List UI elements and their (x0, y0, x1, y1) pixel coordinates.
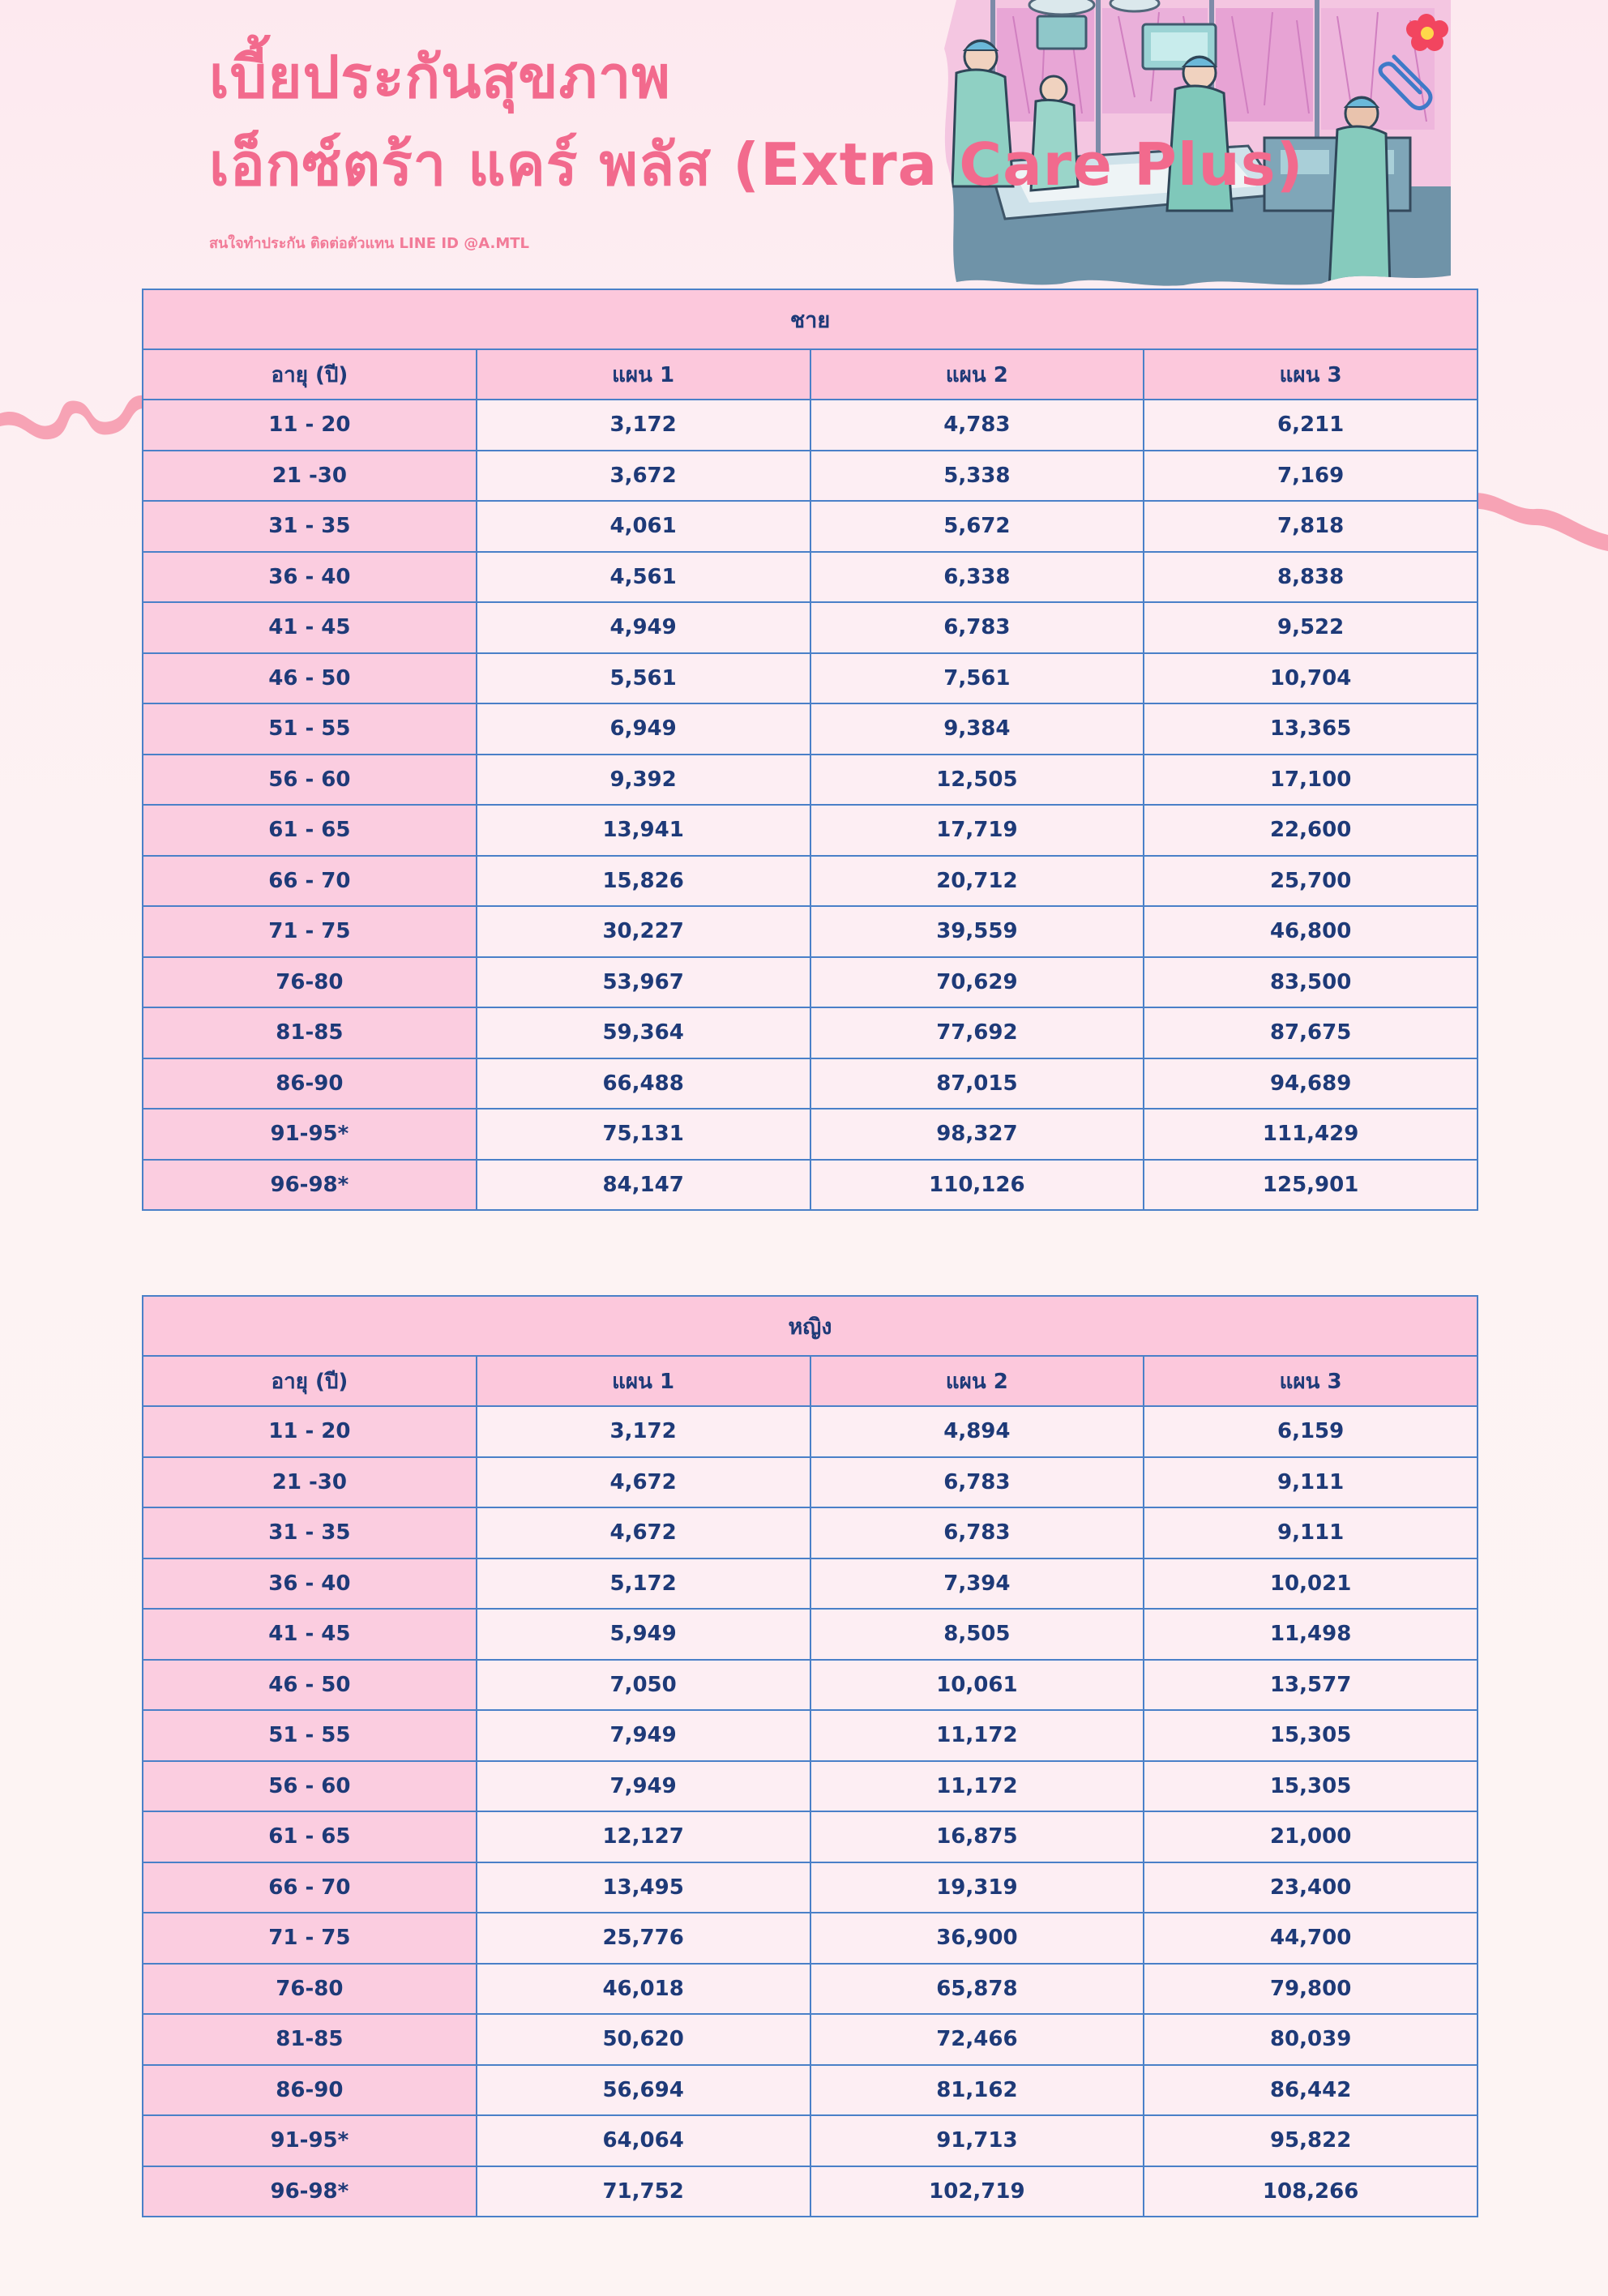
premium-plan-2-cell: 102,719 (810, 2166, 1144, 2217)
premium-plan-3-cell: 95,822 (1144, 2115, 1478, 2166)
table-row (143, 906, 1478, 957)
premium-plan-3-cell: 7,818 (1144, 501, 1478, 552)
premium-plan-3-cell: 6,159 (1144, 1406, 1478, 1457)
age-range-cell: 11 - 20 (143, 1406, 477, 1457)
premium-plan-3-cell: 10,021 (1144, 1558, 1478, 1610)
premium-plan-2-cell: 6,783 (810, 1457, 1144, 1508)
table-row (143, 1710, 1478, 1761)
premium-plan-1-cell: 3,172 (477, 1406, 810, 1457)
premium-plan-3-cell: 15,305 (1144, 1761, 1478, 1812)
column-header-plan-1: แผน 1 (477, 1356, 810, 1406)
premium-plan-2-cell: 81,162 (810, 2065, 1144, 2116)
table-row (143, 805, 1478, 856)
table-row (143, 552, 1478, 603)
premium-plan-1-cell: 4,672 (477, 1457, 810, 1508)
premium-plan-1-cell: 4,672 (477, 1507, 810, 1558)
table-row (143, 2065, 1478, 2116)
premium-plan-2-cell: 5,338 (810, 451, 1144, 502)
title-line-1: เบี้ยประกันสุขภาพ (209, 43, 671, 111)
premium-plan-3-cell: 8,838 (1144, 552, 1478, 603)
table-row (143, 1862, 1478, 1913)
premium-plan-3-cell: 13,577 (1144, 1660, 1478, 1711)
premium-plan-3-cell: 94,689 (1144, 1058, 1478, 1110)
age-range-cell: 86-90 (143, 1058, 477, 1110)
premium-plan-1-cell: 12,127 (477, 1811, 810, 1862)
premium-plan-2-cell: 16,875 (810, 1811, 1144, 1862)
table-row (143, 1761, 1478, 1812)
age-range-cell: 61 - 65 (143, 805, 477, 856)
table-row (143, 755, 1478, 806)
premium-plan-1-cell: 7,949 (477, 1710, 810, 1761)
premium-plan-1-cell: 13,941 (477, 805, 810, 856)
premium-plan-3-cell: 87,675 (1144, 1007, 1478, 1058)
table-row (143, 1558, 1478, 1610)
age-range-cell: 71 - 75 (143, 1913, 477, 1964)
premium-plan-3-cell: 15,305 (1144, 1710, 1478, 1761)
premium-plan-3-cell: 17,100 (1144, 755, 1478, 806)
pink-ribbon-decoration-right (1462, 478, 1608, 567)
age-range-cell: 71 - 75 (143, 906, 477, 957)
age-range-cell: 76-80 (143, 1964, 477, 2015)
premium-plan-2-cell: 6,783 (810, 602, 1144, 653)
title-line-2: เอ็กซ์ตร้า แคร์ พลัส (Extra Care Plus) (209, 130, 1304, 199)
age-range-cell: 56 - 60 (143, 1761, 477, 1812)
premium-plan-1-cell: 3,172 (477, 400, 810, 451)
premium-plan-3-cell: 86,442 (1144, 2065, 1478, 2116)
premium-plan-3-cell: 21,000 (1144, 1811, 1478, 1862)
column-header-age: อายุ (ปี) (143, 349, 477, 400)
premium-plan-3-cell: 6,211 (1144, 400, 1478, 451)
premium-plan-2-cell: 7,394 (810, 1558, 1144, 1610)
age-range-cell: 51 - 55 (143, 1710, 477, 1761)
premium-plan-1-cell: 71,752 (477, 2166, 810, 2217)
premium-plan-3-cell: 111,429 (1144, 1109, 1478, 1160)
column-header-plan-3: แผน 3 (1144, 349, 1478, 400)
premium-table-female (142, 1295, 1478, 2217)
table-row (143, 1007, 1478, 1058)
age-range-cell: 76-80 (143, 957, 477, 1008)
premium-plan-3-cell: 125,901 (1144, 1160, 1478, 1211)
age-range-cell: 41 - 45 (143, 1609, 477, 1660)
age-range-cell: 66 - 70 (143, 1862, 477, 1913)
premium-plan-2-cell: 5,672 (810, 501, 1144, 552)
premium-plan-2-cell: 20,712 (810, 856, 1144, 907)
age-range-cell: 81-85 (143, 1007, 477, 1058)
age-range-cell: 31 - 35 (143, 501, 477, 552)
age-range-cell: 46 - 50 (143, 653, 477, 704)
table-row (143, 1660, 1478, 1711)
premium-plan-2-cell: 6,783 (810, 1507, 1144, 1558)
premium-plan-2-cell: 65,878 (810, 1964, 1144, 2015)
age-range-cell: 91-95* (143, 1109, 477, 1160)
table-row (143, 1507, 1478, 1558)
premium-plan-1-cell: 5,561 (477, 653, 810, 704)
premium-plan-1-cell: 75,131 (477, 1109, 810, 1160)
premium-plan-1-cell: 4,561 (477, 552, 810, 603)
age-range-cell: 91-95* (143, 2115, 477, 2166)
premium-plan-1-cell: 46,018 (477, 1964, 810, 2015)
premium-plan-2-cell: 91,713 (810, 2115, 1144, 2166)
premium-plan-2-cell: 8,505 (810, 1609, 1144, 1660)
age-range-cell: 96-98* (143, 1160, 477, 1211)
premium-plan-1-cell: 50,620 (477, 2014, 810, 2065)
premium-plan-1-cell: 53,967 (477, 957, 810, 1008)
premium-plan-2-cell: 11,172 (810, 1761, 1144, 1812)
table-row (143, 1160, 1478, 1211)
table-row (143, 1058, 1478, 1110)
contact-line: สนใจทำประกัน ติดต่อตัวแทน LINE ID @A.MTL (209, 235, 530, 252)
premium-plan-2-cell: 4,783 (810, 400, 1144, 451)
table-row (143, 2014, 1478, 2065)
column-header-age: อายุ (ปี) (143, 1356, 477, 1406)
premium-plan-3-cell: 23,400 (1144, 1862, 1478, 1913)
premium-table-male (142, 289, 1478, 1211)
age-range-cell: 21 -30 (143, 1457, 477, 1508)
age-range-cell: 66 - 70 (143, 856, 477, 907)
premium-plan-1-cell: 25,776 (477, 1913, 810, 1964)
table-row (143, 1964, 1478, 2015)
premium-plan-3-cell: 13,365 (1144, 703, 1478, 755)
table-row (143, 602, 1478, 653)
age-range-cell: 31 - 35 (143, 1507, 477, 1558)
premium-plan-3-cell: 22,600 (1144, 805, 1478, 856)
premium-plan-1-cell: 13,495 (477, 1862, 810, 1913)
age-range-cell: 21 -30 (143, 451, 477, 502)
table-row (143, 856, 1478, 907)
age-range-cell: 36 - 40 (143, 1558, 477, 1610)
premium-plan-1-cell: 7,949 (477, 1761, 810, 1812)
age-range-cell: 61 - 65 (143, 1811, 477, 1862)
premium-plan-1-cell: 64,064 (477, 2115, 810, 2166)
column-header-plan-1: แผน 1 (477, 349, 810, 400)
premium-plan-1-cell: 9,392 (477, 755, 810, 806)
table-row (143, 2166, 1478, 2217)
premium-plan-2-cell: 19,319 (810, 1862, 1144, 1913)
premium-plan-1-cell: 4,949 (477, 602, 810, 653)
premium-plan-3-cell: 11,498 (1144, 1609, 1478, 1660)
table-row (143, 1457, 1478, 1508)
premium-plan-2-cell: 72,466 (810, 2014, 1144, 2065)
premium-plan-2-cell: 6,338 (810, 552, 1144, 603)
premium-plan-3-cell: 83,500 (1144, 957, 1478, 1008)
premium-plan-2-cell: 77,692 (810, 1007, 1144, 1058)
premium-plan-1-cell: 3,672 (477, 451, 810, 502)
premium-plan-2-cell: 110,126 (810, 1160, 1144, 1211)
premium-plan-1-cell: 15,826 (477, 856, 810, 907)
age-range-cell: 41 - 45 (143, 602, 477, 653)
table-group-header: ชาย (143, 289, 1478, 349)
table-row (143, 1109, 1478, 1160)
premium-plan-1-cell: 7,050 (477, 1660, 810, 1711)
premium-plan-3-cell: 9,522 (1144, 602, 1478, 653)
premium-plan-2-cell: 4,894 (810, 1406, 1144, 1457)
table-row (143, 2115, 1478, 2166)
column-header-plan-2: แผน 2 (810, 1356, 1144, 1406)
premium-plan-1-cell: 5,172 (477, 1558, 810, 1610)
age-range-cell: 46 - 50 (143, 1660, 477, 1711)
premium-plan-2-cell: 11,172 (810, 1710, 1144, 1761)
premium-plan-2-cell: 36,900 (810, 1913, 1144, 1964)
premium-plan-1-cell: 5,949 (477, 1609, 810, 1660)
premium-plan-3-cell: 9,111 (1144, 1507, 1478, 1558)
table-row (143, 957, 1478, 1008)
table-row (143, 1406, 1478, 1457)
table-row (143, 1913, 1478, 1964)
premium-plan-2-cell: 70,629 (810, 957, 1144, 1008)
premium-plan-2-cell: 10,061 (810, 1660, 1144, 1711)
table-group-header: หญิง (143, 1296, 1478, 1356)
premium-plan-3-cell: 79,800 (1144, 1964, 1478, 2015)
age-range-cell: 56 - 60 (143, 755, 477, 806)
premium-plan-3-cell: 108,266 (1144, 2166, 1478, 2217)
table-row (143, 653, 1478, 704)
premium-plan-2-cell: 12,505 (810, 755, 1144, 806)
premium-plan-1-cell: 30,227 (477, 906, 810, 957)
premium-plan-1-cell: 59,364 (477, 1007, 810, 1058)
table-row (143, 1811, 1478, 1862)
premium-plan-3-cell: 46,800 (1144, 906, 1478, 957)
premium-plan-3-cell: 44,700 (1144, 1913, 1478, 1964)
age-range-cell: 11 - 20 (143, 400, 477, 451)
age-range-cell: 81-85 (143, 2014, 477, 2065)
premium-plan-1-cell: 56,694 (477, 2065, 810, 2116)
premium-plan-2-cell: 9,384 (810, 703, 1144, 755)
premium-plan-1-cell: 4,061 (477, 501, 810, 552)
premium-plan-3-cell: 9,111 (1144, 1457, 1478, 1508)
premium-plan-1-cell: 6,949 (477, 703, 810, 755)
premium-plan-2-cell: 98,327 (810, 1109, 1144, 1160)
age-range-cell: 36 - 40 (143, 552, 477, 603)
table-row (143, 451, 1478, 502)
premium-plan-1-cell: 66,488 (477, 1058, 810, 1110)
premium-plan-2-cell: 87,015 (810, 1058, 1144, 1110)
age-range-cell: 51 - 55 (143, 703, 477, 755)
premium-plan-3-cell: 10,704 (1144, 653, 1478, 704)
age-range-cell: 96-98* (143, 2166, 477, 2217)
table-row (143, 703, 1478, 755)
column-header-plan-2: แผน 2 (810, 349, 1144, 400)
table-row (143, 400, 1478, 451)
premium-plan-3-cell: 25,700 (1144, 856, 1478, 907)
page-title (209, 43, 1304, 199)
table-row (143, 501, 1478, 552)
premium-plan-3-cell: 7,169 (1144, 451, 1478, 502)
premium-plan-2-cell: 7,561 (810, 653, 1144, 704)
table-row (143, 1609, 1478, 1660)
premium-plan-1-cell: 84,147 (477, 1160, 810, 1211)
premium-plan-2-cell: 39,559 (810, 906, 1144, 957)
premium-plan-2-cell: 17,719 (810, 805, 1144, 856)
age-range-cell: 86-90 (143, 2065, 477, 2116)
premium-plan-3-cell: 80,039 (1144, 2014, 1478, 2065)
column-header-plan-3: แผน 3 (1144, 1356, 1478, 1406)
